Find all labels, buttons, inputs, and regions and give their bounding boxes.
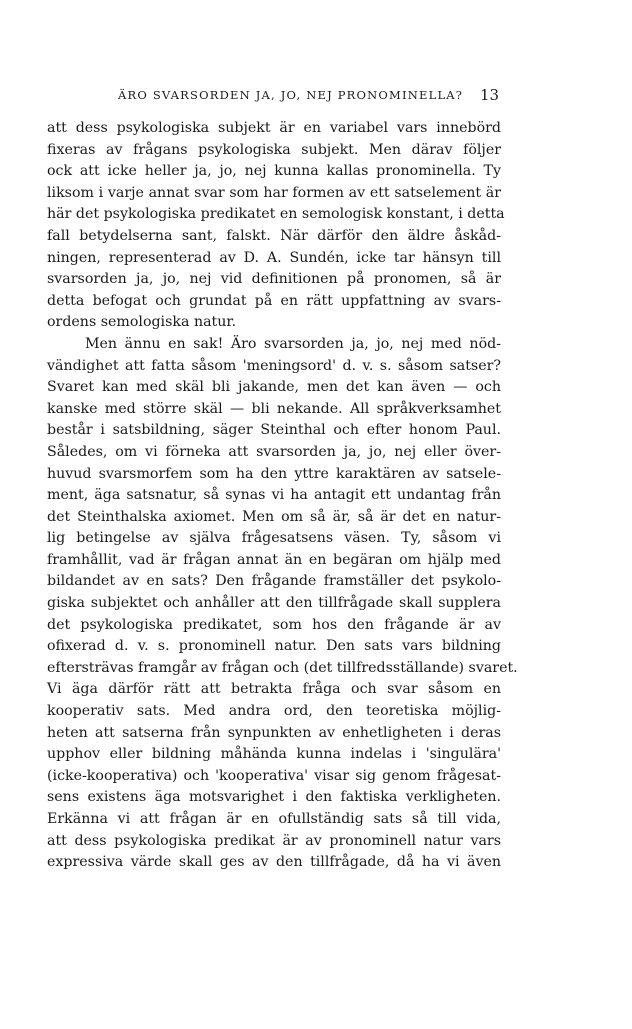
text-line: här det psykologiska predikatet en semologisk konstant, i detta — [47, 206, 505, 223]
text-line: heten att satserna från synpunkten av enhetligheten i deras — [47, 724, 501, 741]
text-line: detta befogat och grundat på en rätt uppfattning av svars- — [47, 292, 501, 309]
text-line: kanske med större skäl — bli nekande. All språkverksamhet — [47, 400, 501, 417]
text-line: Erkänna vi att frågan är en ofullständig sats så till vida, — [47, 811, 501, 827]
text-line: giska subjektet och anhåller att den tillfrågade skall supplera — [47, 595, 501, 612]
text-line: svarsorden ja, jo, nej vid definitionen på pronomen, så är — [47, 271, 501, 288]
text-line: eftersträvas framgår av frågan och (det tillfredsställande) svaret. — [47, 659, 518, 676]
text-line: huvud svarsmorfem som ha den yttre karaktären av satsele- — [47, 465, 501, 482]
text-line: det Steinthalska axiomet. Men om så är, så är det en natur- — [47, 508, 501, 525]
text-line: att dess psykologiska predikat är av pronominell natur vars — [47, 832, 501, 849]
text-line: vändighet att fatta såsom 'meningsord' d. v. s. såsom satser? — [47, 357, 501, 374]
text-line: fixeras av frågans psykologiska subjekt. Men därav följer — [47, 141, 501, 158]
text-line: liksom i varje annat svar som har formen av ett satselement är — [47, 184, 501, 201]
text-line: (icke-kooperativa) och 'kooperativa' visar sig genom frågesat- — [47, 767, 501, 784]
text-line: Vi äga därför rätt att betrakta fråga och svar såsom en — [47, 681, 501, 698]
text-line: upphov eller bildning måhända kunna indelas i 'singulära' — [47, 746, 501, 763]
text-line: att dess psykologiska subjekt är en variabel vars innebörd — [47, 120, 501, 136]
text-line: ment, äga satsnatur, så synas vi ha antagit ett undantag från — [47, 487, 501, 504]
text-line: det psykologiska predikatet, som hos den frågande är av — [47, 616, 501, 633]
text-line: fall betydelserna sant, falskt. När därför den äldre åskåd- — [47, 227, 501, 244]
text-line: lig betingelse av själva frågesatsens väsen. Ty, såsom vi — [47, 530, 501, 547]
text-line: kooperativ sats. Med andra ord, den teoretiska möjlig- — [47, 703, 501, 720]
page-number: 13 — [480, 86, 500, 104]
running-head: ÄRO SVARSORDEN JA, JO, NEJ PRONOMINELLA? — [118, 88, 464, 102]
text-line: ningen, representerad av D. A. Sundén, icke tar hänsyn till — [47, 249, 501, 266]
paragraph-start-line: Men ännu en sak! Äro svarsorden ja, jo, nej med nöd- — [85, 335, 501, 352]
text-line: ock att icke heller ja, jo, nej kunna kallas pronominella. Ty — [47, 163, 501, 180]
text-line: Svaret kan med skäl bli jakande, men det kan även — och — [47, 379, 501, 396]
text-line: Således, om vi förneka att svarsorden ja, jo, nej eller över- — [47, 443, 501, 460]
body-text — [47, 118, 518, 874]
text-line: består i satsbildning, säger Steinthal och efter honom Paul. — [47, 422, 501, 439]
text-line: expressiva värde skall ges av den tillfrågade, då ha vi även — [47, 854, 501, 871]
text-line: ofixerad d. v. s. pronominell natur. Den sats vars bildning — [47, 638, 501, 655]
text-line: sens existens äga motsvarighet i den faktiska verkligheten. — [47, 789, 501, 806]
text-line: bildandet av en sats? Den frågande framställer det psykolo- — [47, 573, 501, 590]
text-line: framhållit, vad är frågan annat än en begäran om hjälp med — [47, 551, 501, 568]
paragraph-end-line: ordens semologiska natur. — [47, 314, 237, 331]
